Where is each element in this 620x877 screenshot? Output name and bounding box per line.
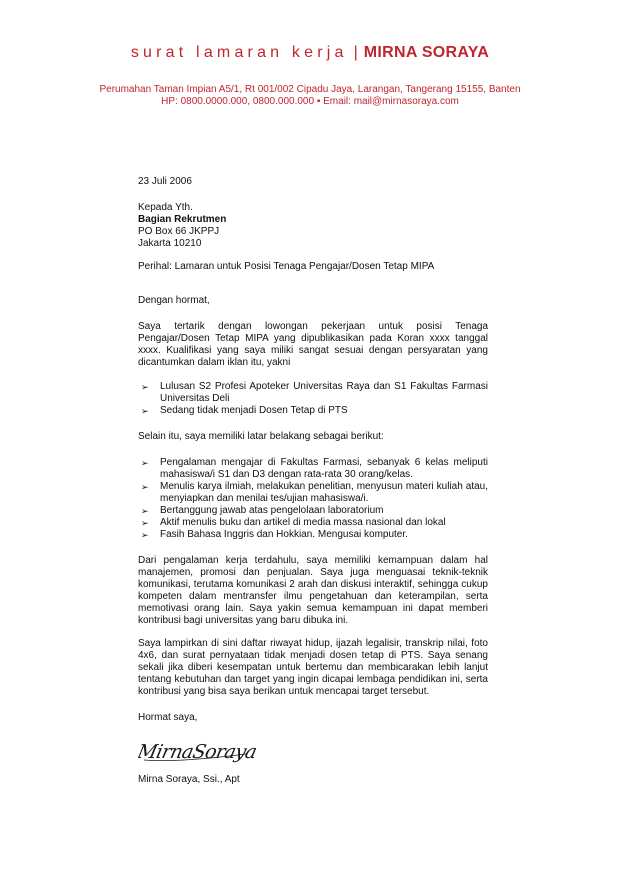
list-item: ➢ Bertanggung jawab atas pengelolaan laboratorium (141, 505, 384, 516)
arrowhead-bullet-icon: ➢ (141, 530, 149, 540)
letter-greeting: Dengan hormat, (138, 295, 210, 306)
list-item: ➢ Fasih Bahasa Inggris dan Hokkian. Mengusai komputer. (141, 529, 408, 540)
arrowhead-bullet-icon: ➢ (141, 506, 149, 516)
letterhead-title (0, 44, 620, 62)
arrowhead-bullet-icon: ➢ (141, 458, 149, 468)
signatory-name: Mirna Soraya, Ssi., Apt (138, 774, 240, 785)
recipient-city: Jakarta 10210 (138, 238, 202, 249)
recipient-department: Bagian Rekrutmen (138, 214, 227, 225)
letterhead-title-left: surat lamaran kerja (130, 44, 348, 61)
arrowhead-bullet-icon: ➢ (141, 482, 149, 492)
letter-subject: Perihal: Lamaran untuk Posisi Tenaga Pengajar/Dosen Tetap MIPA (138, 261, 435, 272)
qualifications-list (138, 381, 488, 417)
background-list (138, 457, 488, 541)
letter-body (138, 176, 488, 786)
attachments-paragraph: Saya lampirkan di sini daftar riwayat hidup, ijazah legalisir, transkrip nilai, foto 4x6, dan surat pernyataan tidak menjadi dosen tetap di PTS. Saya senang sekali jika diberi kesempatan untuk bertemu dan membicarakan lebih lanjut tentang kebutuhan dan target yang ingin dicapai lembaga pendidikan ini, serta kontribusi yang bisa saya berikan untuk mencapai target tersebut. (138, 638, 488, 697)
letterhead-separator: | (353, 44, 358, 61)
letter-date: 23 Juli 2006 (138, 176, 192, 187)
list-item: ➢ Aktif menulis buku dan artikel di media massa nasional dan lokal (141, 517, 446, 528)
arrowhead-bullet-icon: ➢ (141, 518, 149, 528)
background-intro: Selain itu, saya memiliki latar belakang sebagai berikut: (138, 431, 384, 442)
list-item: ➢ Lulusan S2 Profesi Apoteker Universitas Raya dan S1 Fakultas Farmasi Universitas Deli (141, 381, 488, 404)
arrowhead-bullet-icon: ➢ (141, 406, 149, 416)
arrowhead-bullet-icon: ➢ (141, 382, 149, 392)
handwritten-signature (138, 732, 488, 768)
letterhead-name: MIRNA SORAYA (363, 44, 490, 61)
signature-graphic (138, 732, 268, 768)
letterhead-address (0, 84, 620, 108)
intro-paragraph: Saya tertarik dengan lowongan pekerjaan untuk posisi Tenaga Pengajar/Dosen Tetap MIPA yang dipublikasikan pada Koran xxxx tanggal xxxx. Kualifikasi yang saya miliki sangat sesuai dengan persyaratan yang dicantumkan dalam iklan itu, yakni (138, 321, 488, 368)
list-item: ➢ Sedang tidak menjadi Dosen Tetap di PTS (141, 405, 348, 416)
contact-line: HP: 0800.0000.000, 0800.000.000 ▪ Email: mail@mirnasoraya.com (161, 96, 459, 107)
list-item: ➢ Pengalaman mengajar di Fakultas Farmasi, sebanyak 6 kelas meliputi mahasiswa/i S1 dan D3 dengan rata-rata 30 orang/kelas. (141, 457, 488, 480)
svg-text:MirnaSoraya: MirnaSoraya (138, 740, 259, 763)
address-line-1: Perumahan Taman Impian A5/1, Rt 001/002 Cipadu Jaya, Larangan, Tangerang 15155, Banten (99, 84, 521, 95)
experience-paragraph: Dari pengalaman kerja terdahulu, saya memiliki kemampuan dalam hal manajemen, promosi dan penjualan. Saya juga menguasai teknik-teknik komunikasi, terutama komunikasi 2 arah dan diskusi interaktif, sehingga cukup kompeten dalam mentransfer ilmu pengetahuan dan keterampilan, serta memotivasi orang lain. Saya yakin semua kemampuan ini dapat memberi kontribusi bagi universitas yang baru dibuka ini. (138, 555, 488, 626)
list-item: ➢ Menulis karya ilmiah, melakukan penelitian, menyusun materi kuliah atau, menyiapkan dan menilai tes/ujian mahasiswa/i. (141, 481, 488, 504)
closing-salutation: Hormat saya, (138, 712, 198, 723)
recipient-line-1: Kepada Yth. (138, 202, 193, 213)
recipient-block (138, 202, 488, 250)
recipient-po-box: PO Box 66 JKPPJ (138, 226, 220, 237)
